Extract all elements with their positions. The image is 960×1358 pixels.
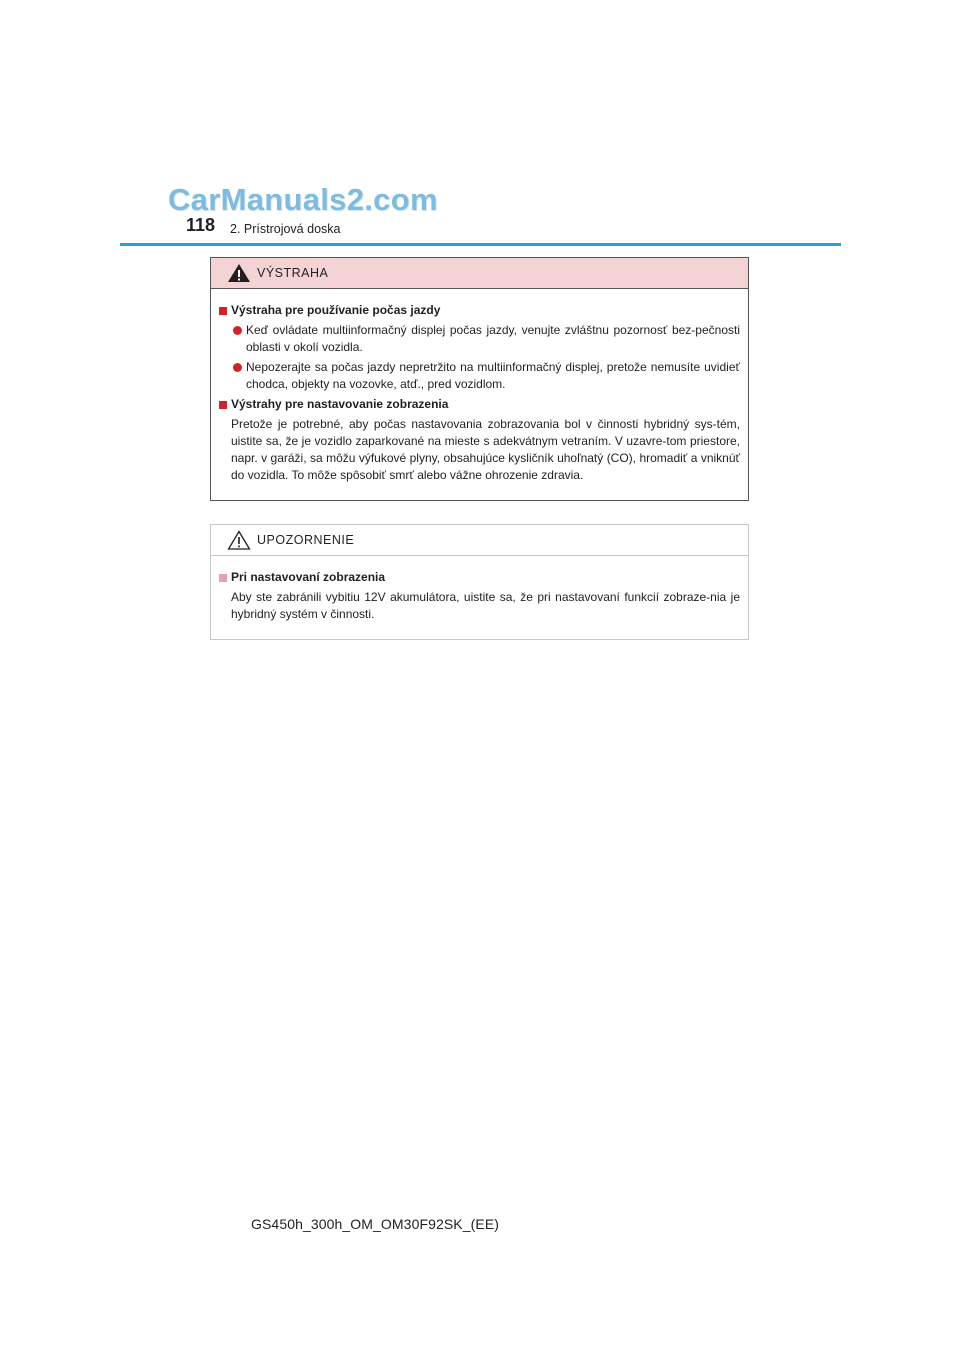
caution-box-header xyxy=(211,525,748,556)
section-heading-text: Pri nastavovaní zobrazenia xyxy=(231,570,386,584)
section-title: 2. Prístrojová doska xyxy=(230,222,341,236)
caution-box-body xyxy=(211,556,748,639)
watermark-logo: CarManuals2.com xyxy=(168,182,438,217)
warning-box-title: VÝSTRAHA xyxy=(257,266,329,280)
caution-triangle-icon xyxy=(227,530,251,550)
warning-box-body xyxy=(211,289,748,500)
section-heading xyxy=(219,396,740,413)
red-square-bullet-icon xyxy=(219,307,227,315)
bullet-item xyxy=(233,359,740,393)
red-square-bullet-icon xyxy=(219,401,227,409)
warning-box xyxy=(210,257,749,501)
caution-box-title: UPOZORNENIE xyxy=(257,533,355,547)
bullet-text: Nepozerajte sa počas jazdy nepretržito na multiinformačný displej, pretože nemusíte uvidieť chodca, objekty na vozovke, atď., pred vozidlom. xyxy=(246,360,740,391)
pink-square-bullet-icon xyxy=(219,574,227,582)
section-heading xyxy=(219,569,740,586)
footer-document-code: GS450h_300h_OM_OM30F92SK_(EE) xyxy=(251,1216,500,1232)
section-heading xyxy=(219,302,740,319)
section-paragraph: Pretože je potrebné, aby počas nastavovania zobrazovania bol v činnosti hybridný sys-tém, uistite sa, že je vozidlo zaparkované na mieste s adekvátnym vetraním. V uzavre-tom priestore, napr. v garáži, sa môžu výfukové plyny, obsahujúce kysličník uhoľnatý (CO), hromadiť a vniknúť do vozidla. To môže spôsobiť smrť alebo vážne ohrozenie zdravia. xyxy=(231,417,740,482)
page-number: 118 xyxy=(186,215,216,235)
section-heading-text: Výstrahy pre nastavovanie zobrazenia xyxy=(231,397,449,411)
warning-box-header xyxy=(211,258,748,289)
red-dot-bullet-icon xyxy=(233,326,242,335)
bullet-text: Keď ovládate multiinformačný displej počas jazdy, venujte zvláštnu pozornosť bez-pečnosti oblasti v okolí vozidla. xyxy=(246,323,740,354)
section-paragraph: Aby ste zabránili vybitiu 12V akumulátora, uistite sa, že pri nastavovaní funkcií zobraze-nia je hybridný systém v činnosti. xyxy=(231,590,740,621)
red-dot-bullet-icon xyxy=(233,363,242,372)
section-heading-text: Výstraha pre používanie počas jazdy xyxy=(231,303,441,317)
header-rule xyxy=(120,243,841,246)
caution-box xyxy=(210,524,749,640)
bullet-item xyxy=(233,322,740,356)
warning-triangle-icon xyxy=(227,263,251,283)
